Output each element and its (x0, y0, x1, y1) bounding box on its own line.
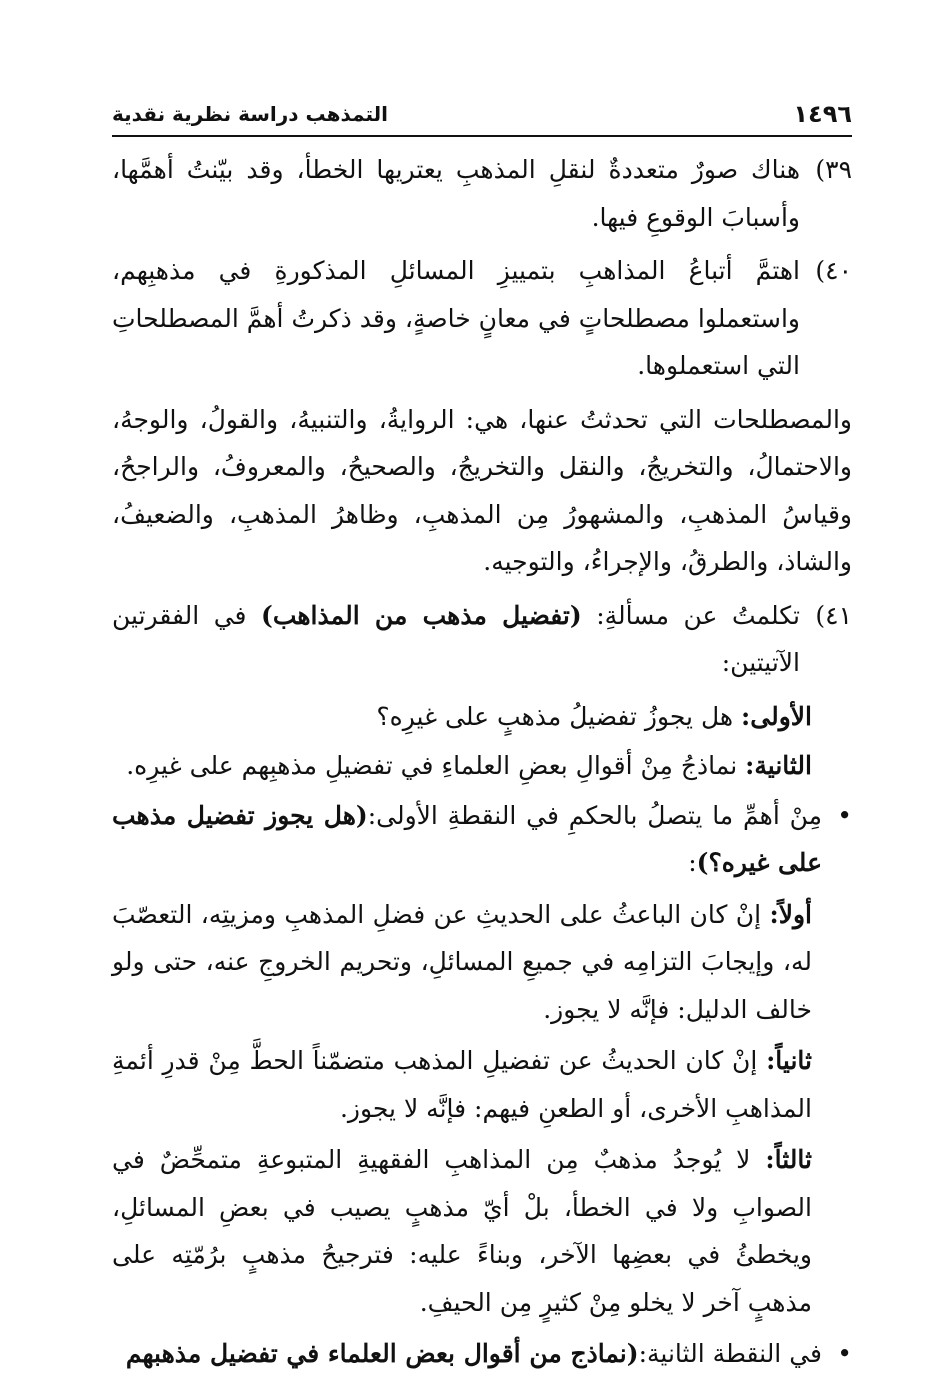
numbered-item-39 (112, 146, 852, 241)
page-number: ١٤٩٦ (793, 100, 852, 128)
ruling-second (112, 1037, 852, 1132)
ruling-label: أولاً: (769, 899, 812, 929)
point-second (112, 742, 852, 790)
bullet-text-bold: (هل يجوز تفضيل مذهب على غيره؟) (112, 800, 822, 877)
bullet-icon: • (837, 800, 852, 830)
item-number: ٤٠) (815, 256, 852, 285)
ruling-text: لا يُوجدُ مذهبٌ مِن المذاهبِ الفقهيةِ المتبوعةِ متمحِّضٌ في الصوابِ ولا في الخطأ، بلْ أيّ مذهبٍ يصيب في بعضِ المسائلِ، ويخطئُ في بعضِها الآخر، وبناءً عليه: فترجيحُ مذهبٍ برُمّتِه على مذهبٍ آخر لا يخلو مِنْ كثيرٍ مِن الحيفِ. (112, 1145, 812, 1317)
item-text (112, 592, 800, 687)
running-title: التمذهب دراسة نظرية نقدية (112, 102, 389, 126)
ruling-text: إنْ كان الباعثُ على الحديثِ عن فضلِ المذهبِ ومزيتِه، التعصّبَ له، وإيجابَ التزامِه في جميعِ المسائلِ، وتحريم الخروجِ عنه، حتى ولو خالف الدليل: فإنَّه لا يجوز. (112, 899, 812, 1024)
header-rule (112, 135, 852, 137)
item-number: ٤١) (815, 600, 852, 630)
ruling-text: إنْ كان الحديثُ عن تفضيلِ المذهب متضمّناً الحطَّ مِنْ قدرِ أئمةِ المذاهبِ الأخرى، أو الطعنِ فيهم: فإنَّه لا يجوز. (112, 1046, 812, 1123)
bullet-icon: • (837, 1339, 852, 1368)
page-body (112, 146, 852, 1382)
item-text-lead: تكلمتُ عن مسألةِ: (581, 600, 800, 630)
terms-text: والمصطلحات التي تحدثتُ عنها، هي: الروايةُ، والتنبيهُ، والقولُ، والوجهُ، والاحتمالُ، والتخريجُ، والنقل والتخريجُ، والصحيحُ، والمعروفُ، والراجحُ، وقياسُ المذهبِ، والمشهورُ مِن المذهبِ، وظاهرُ المذهبِ، والضعيفُ، والشاذ، والطرقُ، والإجراءُ، والتوجيه. (112, 404, 852, 576)
item-number: ٣٩) (815, 155, 852, 184)
ruling-first (112, 891, 852, 1034)
bullet-text (112, 792, 822, 887)
item-text: هناك صورٌ متعددةٌ لنقلِ المذهبِ يعتريها الخطأ، وقد بيّنتُ أهمَّها، وأسبابَ الوقوعِ فيها. (112, 155, 800, 232)
bullet-second-point (112, 1330, 852, 1378)
page-header (112, 98, 852, 132)
bullet-text-lead: مِنْ أهمِّ ما يتصلُ بالحكمِ في النقطةِ الأولى: (367, 800, 822, 830)
point-first (112, 693, 852, 741)
point-text: هل يجوزُ تفضيلُ مذهبٍ على غيرِه؟ (376, 701, 742, 731)
bullet-text-tail: : (688, 848, 697, 877)
numbered-item-40 (112, 247, 852, 390)
ruling-label: ثالثاً: (765, 1145, 812, 1174)
ruling-label: ثانياً: (766, 1046, 812, 1075)
terms-paragraph (112, 396, 852, 586)
bullet-text (112, 1330, 822, 1378)
item-text: اهتمَّ أتباعُ المذاهبِ بتمييزِ المسائلِ المذكورةِ في مذهبِهم، واستعملوا مصطلحاتٍ في معانٍ خاصةٍ، وقد ذكرتُ أهمَّ المصطلحاتِ التي استعملوها. (112, 256, 800, 380)
bullet-text-bold: (نماذج من أقوال بعض العلماء في تفضيل مذهبهم (125, 1339, 639, 1368)
item-text-tail: في الفقرتين الآتيتين: (112, 600, 800, 677)
ruling-third (112, 1136, 852, 1326)
bullet-text-lead: في النقطة الثانية: (638, 1339, 822, 1368)
point-label: الثانية: (745, 751, 812, 780)
point-text: نماذجُ مِنْ أقوالِ بعضِ العلماءِ في تفضيلِ مذهبِهم على غيرِه. (126, 751, 746, 780)
item-text-bold: (تفضيل مذهب من المذاهب) (261, 600, 582, 630)
numbered-item-41 (112, 592, 852, 687)
point-label: الأولى: (741, 701, 812, 731)
bullet-first-point (112, 792, 852, 887)
